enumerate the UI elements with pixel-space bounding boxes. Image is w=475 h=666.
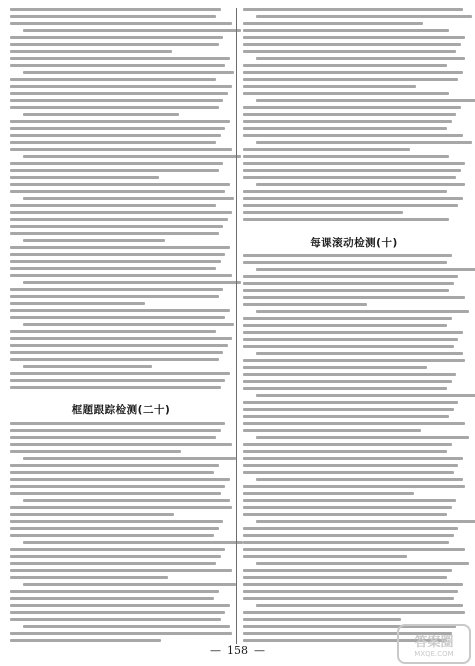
text-line-placeholder — [256, 352, 462, 355]
text-line-placeholder — [243, 92, 449, 95]
text-line-placeholder — [23, 499, 229, 502]
page-number: — 158 — — [0, 644, 475, 657]
text-line-placeholder — [10, 611, 225, 614]
text-line-placeholder — [10, 225, 223, 228]
text-line-placeholder — [10, 22, 232, 25]
text-line-placeholder — [243, 415, 449, 418]
text-line-placeholder — [10, 576, 168, 579]
text-line-placeholder — [243, 359, 465, 362]
text-line-placeholder — [243, 324, 447, 327]
text-line-placeholder — [256, 604, 462, 607]
text-line-placeholder — [10, 260, 221, 263]
text-line-placeholder — [10, 288, 223, 291]
column-divider — [236, 8, 237, 644]
text-line-placeholder — [243, 289, 449, 292]
text-line-placeholder — [243, 303, 367, 306]
text-line-placeholder — [243, 275, 458, 278]
text-line-placeholder — [243, 148, 410, 151]
text-line-placeholder — [243, 429, 421, 432]
text-line-placeholder — [243, 261, 447, 264]
text-line-placeholder — [10, 78, 216, 81]
text-line-placeholder — [243, 317, 452, 320]
text-line-placeholder — [10, 106, 219, 109]
text-line-placeholder — [256, 520, 475, 523]
text-line-placeholder — [23, 457, 236, 460]
text-line-placeholder — [243, 113, 456, 116]
text-line-placeholder — [10, 562, 216, 565]
text-line-placeholder — [243, 22, 423, 25]
text-line-placeholder — [243, 190, 447, 193]
text-line-placeholder — [10, 316, 225, 319]
text-line-placeholder — [10, 485, 225, 488]
text-line-placeholder — [243, 499, 456, 502]
text-line-placeholder — [10, 534, 214, 537]
answer-text-block — [243, 254, 465, 646]
text-line-placeholder — [243, 64, 447, 67]
text-line-placeholder — [256, 478, 462, 481]
text-line-placeholder — [243, 345, 454, 348]
text-line-placeholder — [243, 338, 458, 341]
text-line-placeholder — [243, 541, 449, 544]
text-line-placeholder — [243, 569, 452, 572]
text-line-placeholder — [10, 64, 225, 67]
answer-text-block — [10, 422, 232, 646]
text-line-placeholder — [10, 8, 221, 11]
text-line-placeholder — [243, 331, 463, 334]
watermark-text: 答案圈 — [414, 634, 454, 650]
watermark-logo — [397, 624, 471, 664]
text-line-placeholder — [10, 639, 161, 642]
text-line-placeholder — [243, 450, 447, 453]
text-line-placeholder — [243, 555, 407, 558]
text-line-placeholder — [23, 323, 234, 326]
text-line-placeholder — [10, 204, 216, 207]
text-line-placeholder — [243, 457, 463, 460]
text-line-placeholder — [10, 337, 232, 340]
text-line-placeholder — [243, 443, 452, 446]
text-line-placeholder — [243, 36, 465, 39]
text-line-placeholder — [243, 464, 458, 467]
text-line-placeholder — [10, 604, 230, 607]
text-line-placeholder — [10, 246, 230, 249]
text-line-placeholder — [256, 15, 471, 18]
text-line-placeholder — [10, 183, 230, 186]
text-line-placeholder — [243, 401, 458, 404]
text-line-placeholder — [243, 162, 465, 165]
text-line-placeholder — [10, 99, 223, 102]
text-line-placeholder — [10, 422, 225, 425]
text-line-placeholder — [10, 506, 232, 509]
text-line-placeholder — [10, 36, 223, 39]
text-line-placeholder — [243, 8, 463, 11]
text-line-placeholder — [10, 176, 159, 179]
text-line-placeholder — [10, 302, 145, 305]
watermark-subtext: MXQE.COM — [414, 649, 454, 658]
text-line-placeholder — [243, 134, 463, 137]
text-line-placeholder — [243, 471, 454, 474]
text-line-placeholder — [10, 386, 221, 389]
text-line-placeholder — [10, 436, 216, 439]
text-line-placeholder — [243, 254, 452, 257]
text-line-placeholder — [243, 85, 416, 88]
text-line-placeholder — [243, 106, 461, 109]
text-line-placeholder — [10, 50, 172, 53]
text-line-placeholder — [10, 148, 232, 151]
text-line-placeholder — [10, 520, 223, 523]
text-line-placeholder — [10, 443, 232, 446]
text-line-placeholder — [243, 492, 414, 495]
text-line-placeholder — [243, 218, 449, 221]
text-line-placeholder — [10, 527, 219, 530]
text-line-placeholder — [243, 296, 465, 299]
text-line-placeholder — [243, 485, 465, 488]
text-line-placeholder — [256, 183, 465, 186]
text-line-placeholder — [10, 478, 230, 481]
text-line-placeholder — [256, 141, 471, 144]
text-line-placeholder — [23, 155, 241, 158]
text-line-placeholder — [243, 534, 454, 537]
text-line-placeholder — [243, 169, 461, 172]
text-line-placeholder — [10, 548, 225, 551]
text-line-placeholder — [10, 372, 230, 375]
text-line-placeholder — [10, 330, 216, 333]
text-line-placeholder — [243, 422, 465, 425]
answer-text-block — [10, 8, 232, 393]
text-line-placeholder — [10, 429, 221, 432]
text-line-placeholder — [256, 268, 475, 271]
text-line-placeholder — [23, 583, 236, 586]
text-line-placeholder — [10, 211, 232, 214]
text-line-placeholder — [23, 71, 234, 74]
text-line-placeholder — [243, 155, 449, 158]
section-heading: 每课滚动检测(十) — [310, 237, 398, 249]
text-line-placeholder — [23, 625, 229, 628]
text-line-placeholder — [243, 548, 465, 551]
section-heading: 框题跟踪检测(二十) — [71, 404, 171, 416]
text-line-placeholder — [243, 197, 463, 200]
text-line-placeholder — [10, 267, 216, 270]
text-line-placeholder — [10, 555, 221, 558]
text-line-placeholder — [10, 309, 230, 312]
text-line-placeholder — [23, 281, 241, 284]
answer-text-block — [243, 8, 465, 225]
text-line-placeholder — [243, 50, 456, 53]
text-line-placeholder — [243, 366, 427, 369]
text-line-placeholder — [243, 408, 454, 411]
text-line-placeholder — [10, 351, 223, 354]
text-line-placeholder — [10, 492, 221, 495]
text-line-placeholder — [10, 513, 174, 516]
text-line-placeholder — [10, 162, 223, 165]
text-line-placeholder — [10, 253, 225, 256]
text-line-placeholder — [256, 394, 475, 397]
text-line-placeholder — [256, 436, 469, 439]
text-line-placeholder — [243, 71, 463, 74]
text-line-placeholder — [10, 344, 228, 347]
text-line-placeholder — [10, 358, 219, 361]
text-line-placeholder — [243, 204, 458, 207]
text-line-placeholder — [10, 450, 181, 453]
text-line-placeholder — [10, 190, 225, 193]
text-line-placeholder — [243, 282, 454, 285]
text-line-placeholder — [10, 134, 221, 137]
text-line-placeholder — [10, 618, 221, 621]
text-line-placeholder — [243, 527, 458, 530]
text-line-placeholder — [243, 127, 447, 130]
text-line-placeholder — [10, 127, 225, 130]
text-line-placeholder — [243, 120, 452, 123]
text-line-placeholder — [243, 29, 449, 32]
text-line-placeholder — [256, 57, 465, 60]
text-line-placeholder — [10, 632, 232, 635]
text-line-placeholder — [10, 471, 214, 474]
text-line-placeholder — [23, 239, 165, 242]
text-line-placeholder — [243, 43, 461, 46]
text-line-placeholder — [243, 373, 456, 376]
text-line-placeholder — [10, 43, 219, 46]
text-line-placeholder — [10, 141, 216, 144]
text-line-placeholder — [10, 569, 232, 572]
text-line-placeholder — [10, 57, 230, 60]
text-line-placeholder — [10, 379, 225, 382]
text-line-placeholder — [10, 15, 216, 18]
text-line-placeholder — [243, 176, 456, 179]
text-line-placeholder — [243, 618, 401, 621]
text-line-placeholder — [256, 310, 469, 313]
text-line-placeholder — [23, 113, 178, 116]
text-line-placeholder — [243, 78, 458, 81]
text-line-placeholder — [10, 120, 230, 123]
text-line-placeholder — [23, 365, 152, 368]
text-line-placeholder — [10, 597, 214, 600]
text-line-placeholder — [243, 387, 447, 390]
text-line-placeholder — [10, 218, 228, 221]
text-line-placeholder — [243, 513, 447, 516]
text-line-placeholder — [243, 611, 465, 614]
text-line-placeholder — [243, 506, 452, 509]
text-line-placeholder — [10, 169, 219, 172]
text-line-placeholder — [23, 197, 234, 200]
text-line-placeholder — [243, 576, 447, 579]
text-line-placeholder — [10, 295, 219, 298]
text-line-placeholder — [10, 92, 228, 95]
text-line-placeholder — [243, 211, 403, 214]
text-line-placeholder — [243, 380, 452, 383]
text-line-placeholder — [10, 232, 219, 235]
text-line-placeholder — [243, 590, 458, 593]
text-line-placeholder — [256, 99, 475, 102]
text-line-placeholder — [10, 464, 219, 467]
text-line-placeholder — [10, 274, 232, 277]
text-line-placeholder — [243, 597, 454, 600]
text-line-placeholder — [23, 541, 243, 544]
text-line-placeholder — [10, 85, 232, 88]
text-line-placeholder — [256, 562, 469, 565]
text-line-placeholder — [23, 29, 241, 32]
text-line-placeholder — [243, 583, 463, 586]
text-line-placeholder — [10, 590, 219, 593]
